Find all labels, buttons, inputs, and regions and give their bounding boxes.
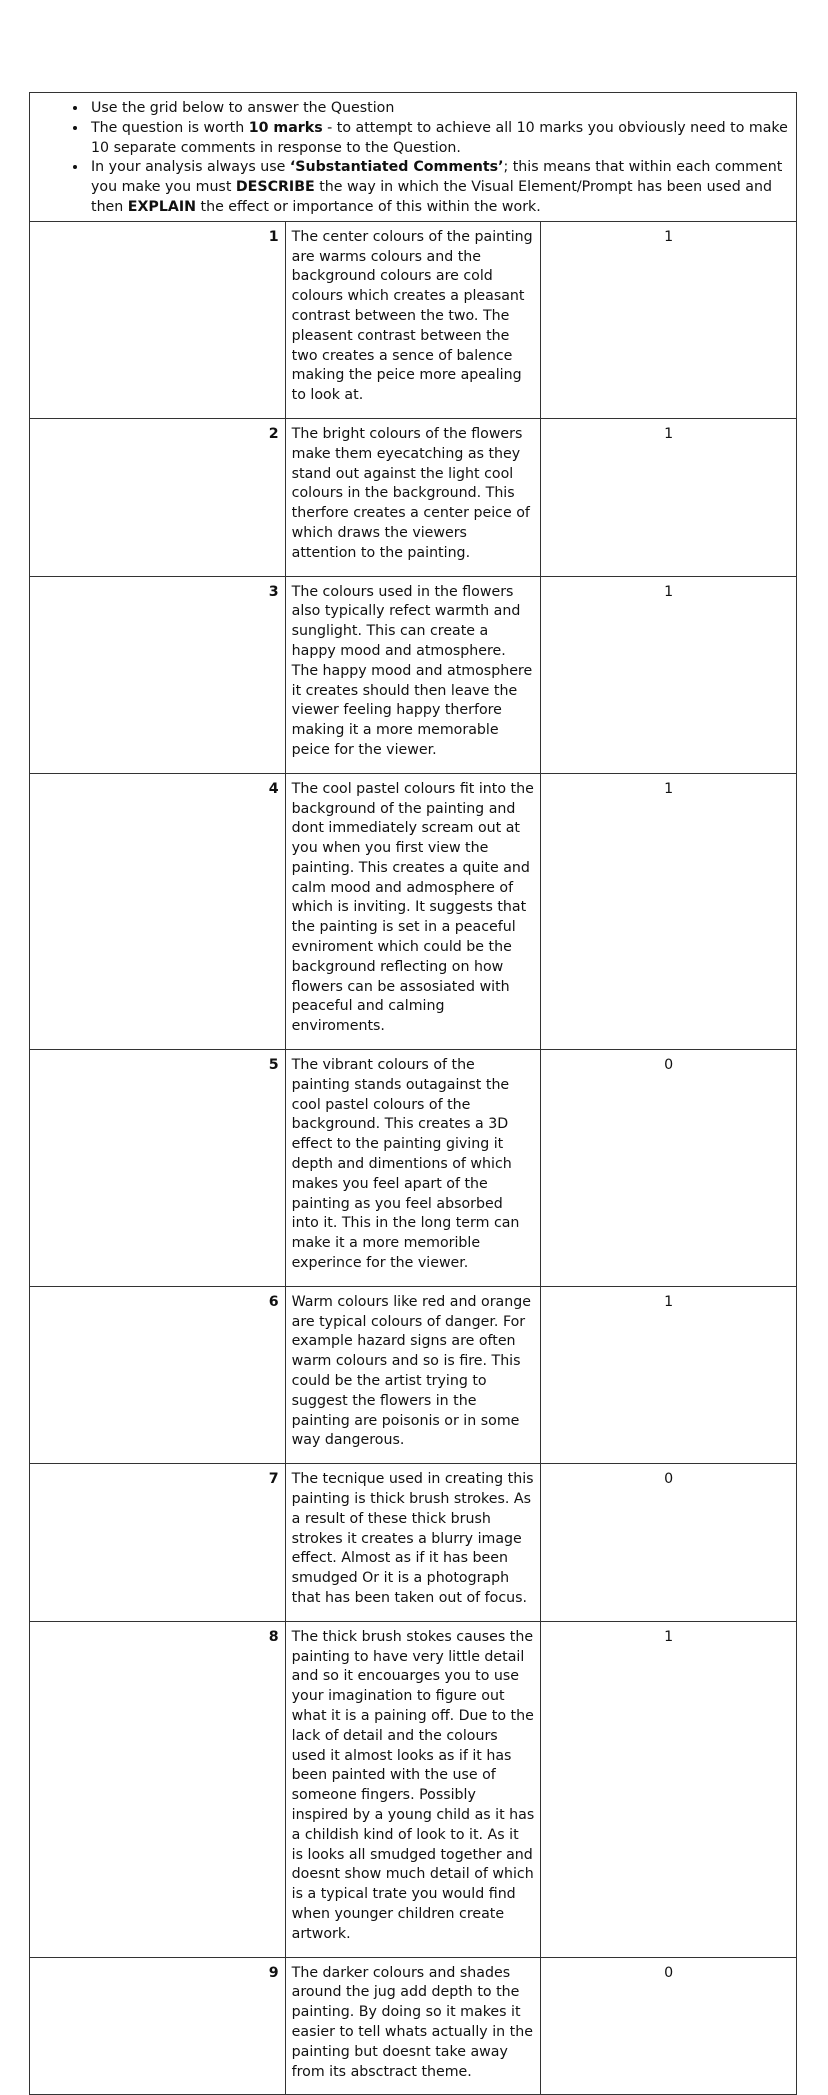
answer-row — [30, 221, 797, 418]
comment-text: The cool pastel colours fit into the background of the painting and dont immediately scream out at you when you first view the painting. This creates a quite and calm mood and admosphere of which is inviting. It suggests that the painting is set in a peaceful evniroment which could be the background reflecting on how flowers can be assosiated with peaceful and calming enviroments. — [285, 773, 541, 1049]
mark-value: 1 — [541, 773, 797, 1049]
comment-text: The tecnique used in creating this painting is thick brush strokes. As a result of these thick brush strokes it creates a blurry image effect. Almost as if it has been smudged Or it is a photograph that has been taken out of focus. — [285, 1464, 541, 1622]
instruction-item — [88, 119, 788, 159]
instruction-emphasis: ‘Substantiated Comments’ — [289, 159, 504, 176]
instruction-item — [88, 158, 788, 217]
answer-grid-sheet — [29, 92, 797, 2095]
comment-text: The bright colours of the flowers make them eyecatching as they stand out against the light cool colours in the background. This therfore creates a center peice of which draws the viewers attention to the painting. — [285, 418, 541, 576]
instruction-item — [88, 99, 788, 119]
instruction-emphasis: 10 marks — [248, 119, 323, 136]
answer-row — [30, 1957, 797, 2095]
mark-value: 0 — [541, 1464, 797, 1622]
row-number: 1 — [30, 221, 286, 418]
instruction-emphasis: EXPLAIN — [127, 198, 196, 215]
answer-row — [30, 576, 797, 773]
instructions-list — [38, 99, 788, 218]
answer-row — [30, 1621, 797, 1957]
comment-text: Warm colours like red and orange are typical colours of danger. For example hazard signs are often warm colours and so is fire. This could be the artist trying to suggest the flowers in the painting are poisonis or in some way dangerous. — [285, 1286, 541, 1463]
row-number: 5 — [30, 1050, 286, 1287]
comment-text: The center colours of the painting are warms colours and the background colours are cold colours which creates a pleasant contrast between the two. The pleasent contrast between the two creates a sence of balence making the peice more apealing to look at. — [285, 221, 541, 418]
comment-text: The vibrant colours of the painting stands outagainst the cool pastel colours of the background. This creates a 3D effect to the painting giving it depth and dimentions of which makes you feel apart of the painting as you feel absorbed into it. This in the long term can make it a more memorible experince for the viewer. — [285, 1050, 541, 1287]
answer-row — [30, 1464, 797, 1622]
row-number: 9 — [30, 1957, 286, 2095]
comment-text: The darker colours and shades around the jug add depth to the painting. By doing so it makes it easier to tell whats actually in the painting but doesnt take away from its absctract theme. — [285, 1957, 541, 2095]
instruction-emphasis: DESCRIBE — [235, 179, 315, 196]
instructions-row — [30, 93, 797, 222]
mark-value: 1 — [541, 418, 797, 576]
row-number: 8 — [30, 1621, 286, 1957]
mark-value: 1 — [541, 1286, 797, 1463]
instruction-text: - to attempt to achieve all 10 marks you obviously need to make 10 separate comments in response to the Question. — [91, 119, 788, 156]
row-number: 7 — [30, 1464, 286, 1622]
instruction-text: ; this means that within each comment you make you must — [91, 159, 783, 196]
mark-value: 1 — [541, 576, 797, 773]
row-number: 3 — [30, 576, 286, 773]
instruction-text: the way in which the Visual Element/Prompt has been used and then — [91, 179, 772, 215]
row-number: 4 — [30, 773, 286, 1049]
instruction-text: The question is worth — [91, 119, 249, 136]
answer-row — [30, 1286, 797, 1463]
answer-row — [30, 418, 797, 576]
comment-text: The colours used in the flowers also typically refect warmth and sunglight. This can create a happy mood and atmosphere. The happy mood and atmosphere it creates should then leave the viewer feeling happy therfore making it a more memorable peice for the viewer. — [285, 576, 541, 773]
row-number: 2 — [30, 418, 286, 576]
instruction-text: the effect or importance of this within the work. — [196, 198, 541, 215]
mark-value: 0 — [541, 1957, 797, 2095]
row-number: 6 — [30, 1286, 286, 1463]
instructions-cell — [30, 93, 797, 222]
instruction-text: In your analysis always use — [91, 159, 290, 176]
instruction-text: Use the grid below to answer the Question — [91, 100, 395, 116]
answer-row — [30, 1050, 797, 1287]
mark-value: 1 — [541, 1621, 797, 1957]
mark-value: 0 — [541, 1050, 797, 1287]
answer-grid — [29, 92, 797, 2095]
comment-text: The thick brush stokes causes the painting to have very little detail and so it encouarges you to use your imagination to figure out what it is a paining off. Due to the lack of detail and the colours used it almost looks as if it has been painted with the use of someone fingers. Possibly inspired by a young child as it has a childish kind of look to it. As it is looks all smudged together and doesnt show much detail of which is a typical trate you would find when younger children create artwork. — [285, 1621, 541, 1957]
mark-value: 1 — [541, 221, 797, 418]
answer-row — [30, 773, 797, 1049]
